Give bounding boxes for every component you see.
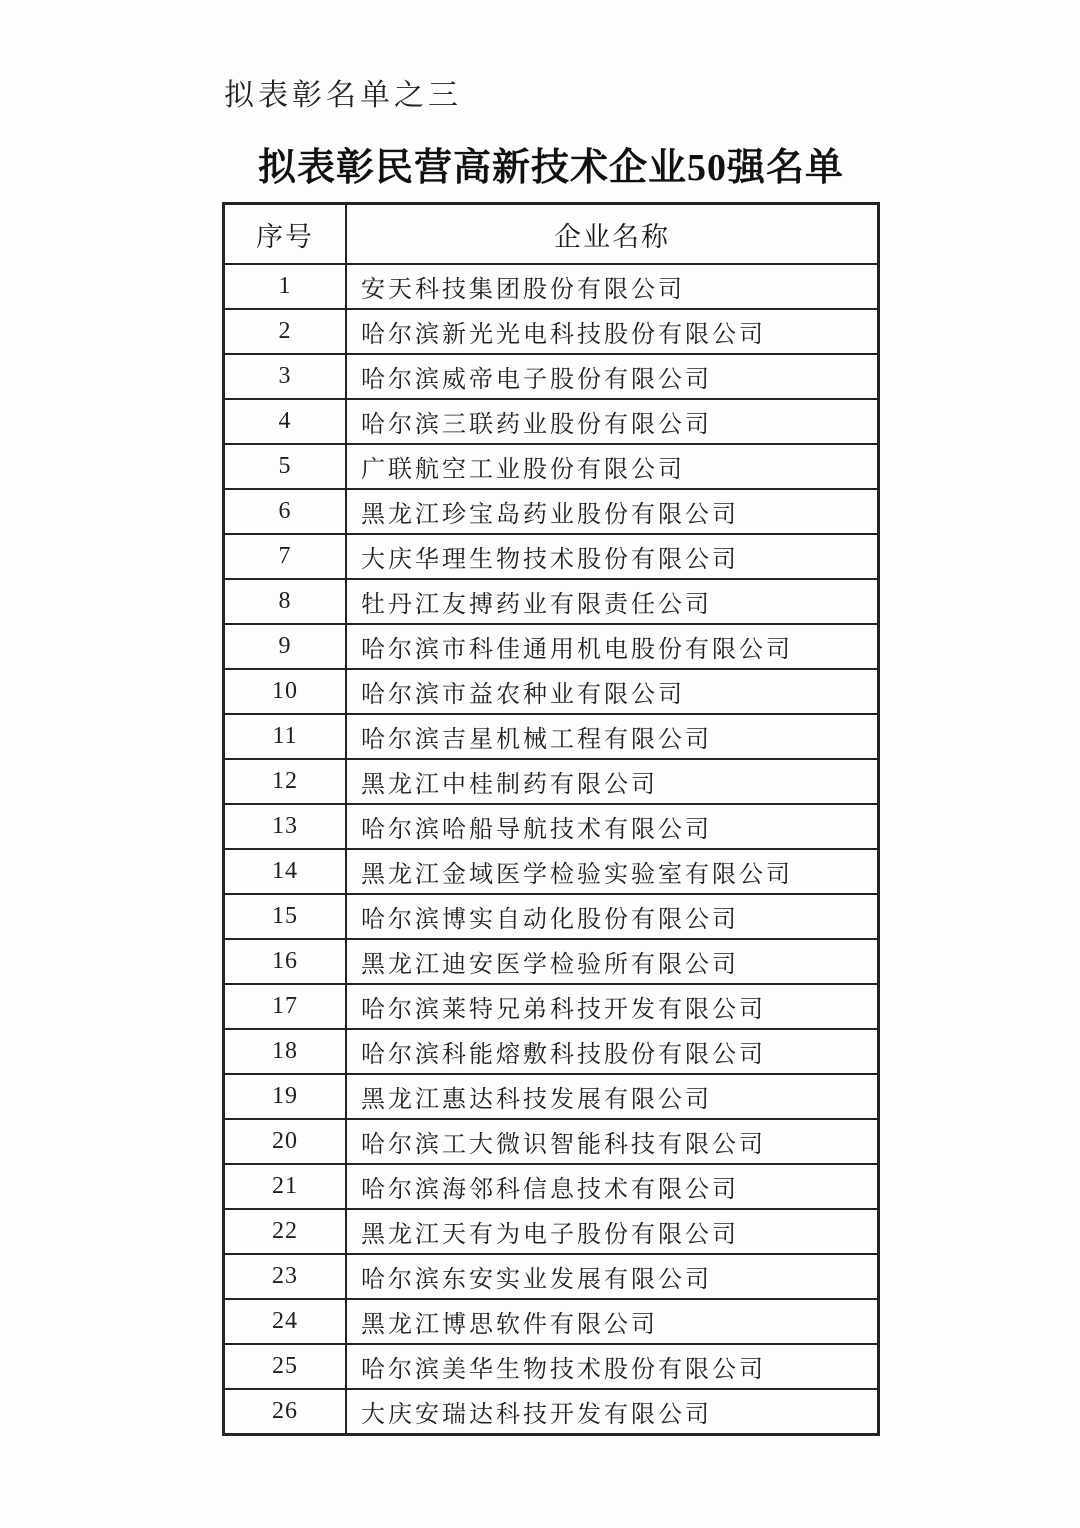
row-company-name: 安天科技集团股份有限公司 [346, 264, 879, 309]
table-row [224, 264, 879, 309]
row-company-name: 哈尔滨市益农种业有限公司 [346, 669, 879, 714]
row-serial-number: 2 [224, 309, 347, 354]
row-serial-number: 3 [224, 354, 347, 399]
table-row [224, 1389, 879, 1435]
row-company-name: 哈尔滨三联药业股份有限公司 [346, 399, 879, 444]
row-serial-number: 12 [224, 759, 347, 804]
row-company-name: 黑龙江金域医学检验实验室有限公司 [346, 849, 879, 894]
row-serial-number: 25 [224, 1344, 347, 1389]
row-company-name: 牡丹江友搏药业有限责任公司 [346, 579, 879, 624]
row-serial-number: 8 [224, 579, 347, 624]
row-serial-number: 22 [224, 1209, 347, 1254]
table-row [224, 1074, 879, 1119]
row-company-name: 黑龙江珍宝岛药业股份有限公司 [346, 489, 879, 534]
table-row [224, 984, 879, 1029]
row-serial-number: 1 [224, 264, 347, 309]
row-serial-number: 7 [224, 534, 347, 579]
row-serial-number: 14 [224, 849, 347, 894]
table-row [224, 759, 879, 804]
table-row [224, 309, 879, 354]
row-serial-number: 19 [224, 1074, 347, 1119]
page-title: 拟表彰民营高新技术企业50强名单 [257, 147, 844, 189]
row-serial-number: 10 [224, 669, 347, 714]
table-row [224, 849, 879, 894]
row-company-name: 黑龙江天有为电子股份有限公司 [346, 1209, 879, 1254]
table-row [224, 534, 879, 579]
row-company-name: 哈尔滨博实自动化股份有限公司 [346, 894, 879, 939]
table-row [224, 1164, 879, 1209]
row-serial-number: 9 [224, 624, 347, 669]
row-serial-number: 26 [224, 1389, 347, 1435]
row-company-name: 广联航空工业股份有限公司 [346, 444, 879, 489]
row-serial-number: 18 [224, 1029, 347, 1074]
row-serial-number: 5 [224, 444, 347, 489]
table-row [224, 489, 879, 534]
header-company-name: 企业名称 [346, 204, 879, 265]
row-serial-number: 4 [224, 399, 347, 444]
row-company-name: 哈尔滨海邻科信息技术有限公司 [346, 1164, 879, 1209]
table-row [224, 894, 879, 939]
table-row [224, 669, 879, 714]
header-row [224, 204, 879, 265]
company-table-head [224, 204, 879, 265]
table-row [224, 579, 879, 624]
table-row [224, 399, 879, 444]
table-row [224, 1209, 879, 1254]
row-company-name: 黑龙江博思软件有限公司 [346, 1299, 879, 1344]
row-company-name: 哈尔滨美华生物技术股份有限公司 [346, 1344, 879, 1389]
row-company-name: 黑龙江惠达科技发展有限公司 [346, 1074, 879, 1119]
row-company-name: 黑龙江迪安医学检验所有限公司 [346, 939, 879, 984]
header-serial-number: 序号 [224, 204, 347, 265]
row-serial-number: 17 [224, 984, 347, 1029]
row-serial-number: 11 [224, 714, 347, 759]
row-serial-number: 21 [224, 1164, 347, 1209]
row-serial-number: 23 [224, 1254, 347, 1299]
row-company-name: 哈尔滨工大微识智能科技有限公司 [346, 1119, 879, 1164]
row-company-name: 哈尔滨科能熔敷科技股份有限公司 [346, 1029, 879, 1074]
doc-label: 拟表彰名单之三 [224, 79, 462, 112]
table-row [224, 444, 879, 489]
row-company-name: 哈尔滨市科佳通用机电股份有限公司 [346, 624, 879, 669]
table-row [224, 1119, 879, 1164]
table-row [224, 1254, 879, 1299]
table-row [224, 1344, 879, 1389]
row-company-name: 哈尔滨哈船导航技术有限公司 [346, 804, 879, 849]
row-serial-number: 24 [224, 1299, 347, 1344]
table-row [224, 939, 879, 984]
row-company-name: 哈尔滨吉星机械工程有限公司 [346, 714, 879, 759]
row-company-name: 黑龙江中桂制药有限公司 [346, 759, 879, 804]
table-row [224, 1299, 879, 1344]
row-company-name: 哈尔滨莱特兄弟科技开发有限公司 [346, 984, 879, 1029]
company-table [222, 202, 880, 1436]
table-row [224, 354, 879, 399]
row-serial-number: 15 [224, 894, 347, 939]
row-company-name: 哈尔滨新光光电科技股份有限公司 [346, 309, 879, 354]
company-table-body [224, 264, 879, 1435]
row-company-name: 哈尔滨东安实业发展有限公司 [346, 1254, 879, 1299]
row-serial-number: 6 [224, 489, 347, 534]
row-company-name: 大庆安瑞达科技开发有限公司 [346, 1389, 879, 1435]
table-row [224, 624, 879, 669]
row-company-name: 大庆华理生物技术股份有限公司 [346, 534, 879, 579]
row-serial-number: 16 [224, 939, 347, 984]
table-row [224, 1029, 879, 1074]
table-row [224, 804, 879, 849]
table-row [224, 714, 879, 759]
row-serial-number: 20 [224, 1119, 347, 1164]
row-serial-number: 13 [224, 804, 347, 849]
row-company-name: 哈尔滨威帝电子股份有限公司 [346, 354, 879, 399]
